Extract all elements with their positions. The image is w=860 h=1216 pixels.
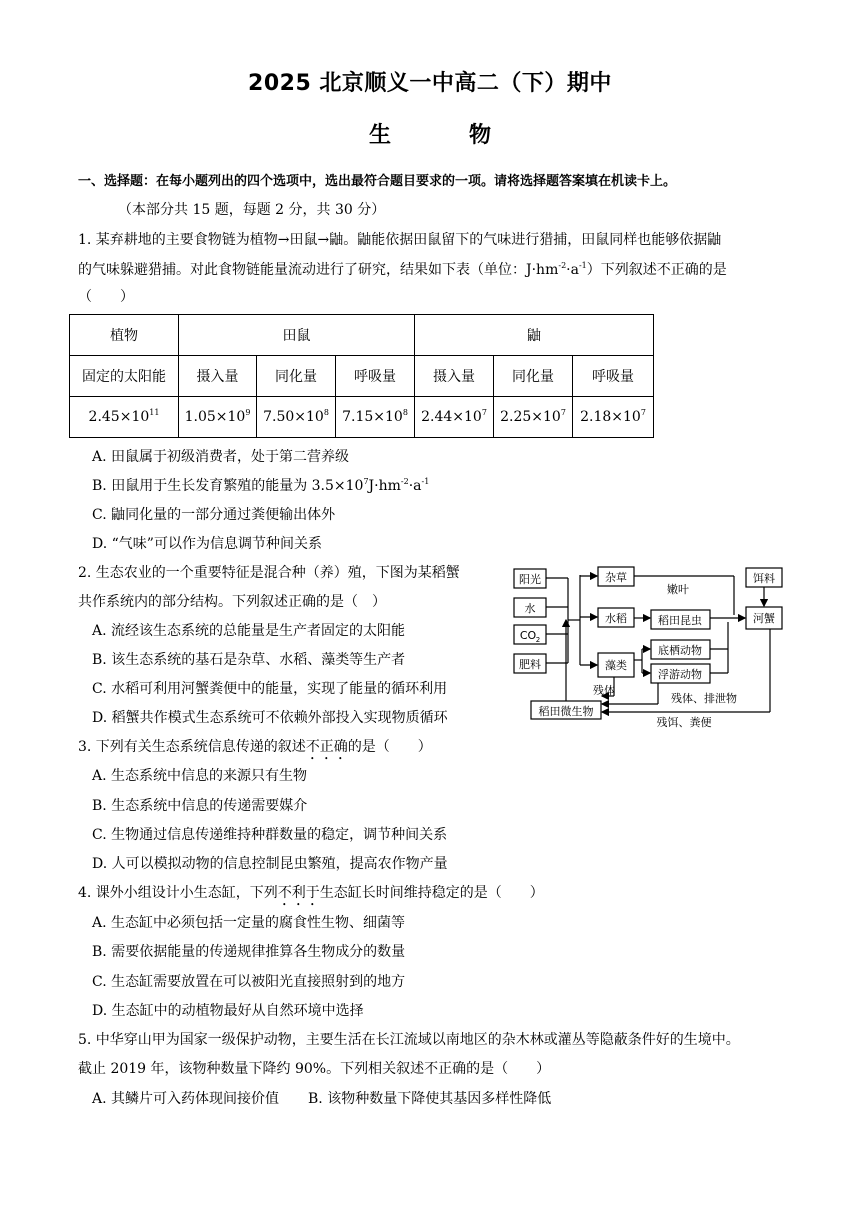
q4-option-a: A. 生态缸中必须包括一定量的腐食性生物、细菌等 bbox=[92, 915, 406, 931]
table-cell: $7.15\times 10^8$ bbox=[336, 397, 415, 438]
q4-option-b: B. 需要依据能量的传递规律推算各生物成分的数量 bbox=[92, 944, 406, 960]
q5-option-b: B. 该物种数量下降使其基因多样性降低 bbox=[308, 1091, 552, 1107]
table-cell: $2.18\times 10^7$ bbox=[573, 397, 654, 438]
table-subheader: 同化量 bbox=[257, 356, 336, 397]
crab-label: 河蟹 bbox=[753, 612, 775, 625]
input-sunlight-label: 阳光 bbox=[519, 573, 541, 586]
q1-option-c: C. 鼬同化量的一部分通过粪便输出体外 bbox=[92, 507, 336, 523]
q3-option-a: A. 生态系统中信息的来源只有生物 bbox=[92, 768, 308, 784]
table-cell: $2.45\times 10^{11}$ bbox=[70, 397, 179, 438]
q2-stem-line1: 2. 生态农业的一个重要特征是混合种（养）殖，下图为某稻蟹 bbox=[78, 565, 460, 581]
q2-option-a: A. 流经该生态系统的总能量是生产者固定的太阳能 bbox=[92, 623, 406, 639]
q4-option-d: D. 生态缸中的动植物最好从自然环境中选择 bbox=[92, 1003, 364, 1019]
residue-label: 残体 bbox=[593, 684, 615, 697]
leaves-label: 嫩叶 bbox=[667, 583, 689, 596]
table-cell: $7.50\times 10^8$ bbox=[257, 397, 336, 438]
table-subheader: 同化量 bbox=[494, 356, 573, 397]
benthic-label: 底栖动物 bbox=[658, 644, 702, 657]
microbes-label: 稻田微生物 bbox=[538, 705, 594, 718]
q5-stem-line1: 5. 中华穿山甲为国家一级保护动物，主要生活在长江流域以南地区的杂木林或灌丛等隐蔽条件好的生境中。 bbox=[78, 1032, 740, 1048]
plankton-label: 浮游动物 bbox=[658, 668, 702, 681]
q3-option-b: B. 生态系统中信息的传递需要媒介 bbox=[92, 798, 308, 814]
q3-stem: 3. 下列有关生态系统信息传递的叙述不正确的是（ ） bbox=[78, 739, 432, 755]
q2-option-c: C. 水稻可利用河蟹粪便中的能量，实现了能量的循环利用 bbox=[92, 681, 448, 697]
subject-title: 生 物 bbox=[368, 123, 519, 148]
q1-stem-line2-text: 的气味躲避猎捕。对此食物链能量流动进行了研究，结果如下表（单位：J·hm bbox=[78, 262, 559, 278]
algae-label: 藻类 bbox=[605, 659, 627, 672]
emphasis-not-correct: 不正确 bbox=[305, 739, 348, 755]
energy-flow-table bbox=[69, 314, 654, 438]
q5-stem-line2: 截止 2019 年，该物种数量下降约 90%。下列相关叙述不正确的是（ ） bbox=[78, 1061, 551, 1077]
emphasis-unfavorable: 不利于 bbox=[277, 885, 320, 901]
table-header-vole: 田鼠 bbox=[179, 315, 415, 356]
table-subheader: 摄入量 bbox=[179, 356, 257, 397]
rice-crab-diagram bbox=[508, 560, 788, 734]
table-cell: $1.05\times 10^9$ bbox=[179, 397, 257, 438]
q1-answer-blank: （ ） bbox=[78, 289, 134, 305]
q1-option-b: B. 田鼠用于生长发育繁殖的能量为 $3.5\times 10^7J\cdot hm^{-2}\cdot a^{-1}$ bbox=[92, 477, 430, 494]
table-header-weasel: 鼬 bbox=[415, 315, 654, 356]
q1-stem-line2-tail: ）下列叙述不正确的是 bbox=[586, 262, 727, 278]
q4-stem: 4. 课外小组设计小生态缸，下列不利于生态缸长时间维持稳定的是（ ） bbox=[78, 885, 544, 901]
co2-subscript: 2 bbox=[535, 636, 541, 644]
q3-option-d: D. 人可以模拟动物的信息控制昆虫繁殖，提高农作物产量 bbox=[92, 856, 448, 872]
residue-excreta-label: 残体、排泄物 bbox=[671, 692, 737, 705]
q3-option-c: C. 生物通过信息传递维持种群数量的稳定，调节种间关系 bbox=[92, 827, 448, 843]
q5-option-a: A. 其鳞片可入药体现间接价值 bbox=[92, 1091, 280, 1107]
table-header-plant: 植物 bbox=[70, 315, 179, 356]
q1-stem-line2: 的气味躲避猎捕。对此食物链能量流动进行了研究，结果如下表（单位：$J\cdot hm^{-2}\cdot a^{-1}$）下列叙述不正确的是 bbox=[78, 261, 727, 278]
q2-stem-line2: 共作系统内的部分结构。下列叙述正确的是（ ） bbox=[78, 594, 386, 610]
q1-option-d: D. “气味”可以作为信息调节种间关系 bbox=[92, 536, 322, 552]
table-subheader: 呼吸量 bbox=[336, 356, 415, 397]
q2-option-d: D. 稻蟹共作模式生态系统可不依赖外部投入实现物质循环 bbox=[92, 710, 448, 726]
input-co2-label: CO bbox=[519, 629, 537, 642]
q1-option-a: A. 田鼠属于初级消费者，处于第二营养级 bbox=[92, 449, 350, 465]
section-note: （本部分共 15 题，每题 2 分，共 30 分） bbox=[118, 202, 386, 218]
feed-label: 饵料 bbox=[753, 572, 775, 585]
q4-option-c: C. 生态缸需要放置在可以被阳光直接照射到的地方 bbox=[92, 974, 406, 990]
table-subheader: 摄入量 bbox=[415, 356, 494, 397]
input-water-label: 水 bbox=[524, 602, 536, 615]
table-cell: $2.44\times 10^7$ bbox=[415, 397, 494, 438]
section-heading: 一、选择题：在每小题列出的四个选项中，选出最符合题目要求的一项。请将选择题答案填在机读卡上。 bbox=[78, 174, 677, 189]
table-subheader: 呼吸量 bbox=[573, 356, 654, 397]
weed-label: 杂草 bbox=[605, 571, 627, 584]
insect-label: 稻田昆虫 bbox=[658, 614, 702, 627]
input-fertilizer-label: 肥料 bbox=[519, 658, 541, 671]
page-title: 2025 北京顺义一中高二（下）期中 bbox=[248, 71, 612, 96]
q2-option-b: B. 该生态系统的基石是杂草、水稻、藻类等生产者 bbox=[92, 652, 406, 668]
leftover-feces-label: 残饵、粪便 bbox=[656, 716, 712, 729]
table-cell: $2.25\times 10^7$ bbox=[494, 397, 573, 438]
table-subheader: 固定的太阳能 bbox=[70, 356, 179, 397]
rice-label: 水稻 bbox=[605, 612, 627, 625]
q1-stem-line1: 1. 某弃耕地的主要食物链为植物→田鼠→鼬。鼬能依据田鼠留下的气味进行猎捕，田鼠同样也能够依据鼬 bbox=[78, 232, 722, 248]
